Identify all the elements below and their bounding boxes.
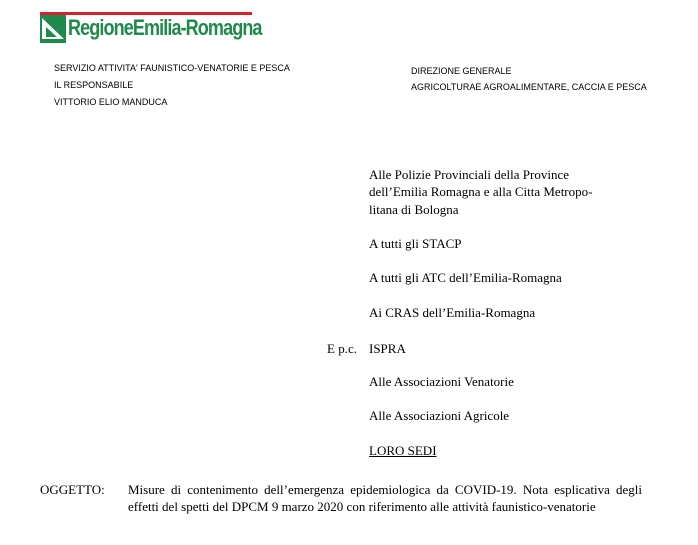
recipient-cras: Ai CRAS dell’Emilia-Romagna bbox=[369, 305, 536, 320]
service-name: SERVIZIO ATTIVITA' FAUNISTICO-VENATORIE E PESCA bbox=[54, 63, 290, 73]
recipient-atc: A tutti gli ATC dell’Emilia-Romagna bbox=[369, 270, 562, 285]
role-label: IL RESPONSABILE bbox=[54, 80, 134, 90]
recipient-line-1: Alle Polizie Provinciali della Province bbox=[369, 167, 570, 182]
recipient-agricole: Alle Associazioni Agricole bbox=[369, 408, 510, 423]
epc-label: E p.c. bbox=[327, 341, 357, 356]
loro-sedi: LORO SEDI bbox=[369, 443, 437, 458]
recipient-stacp: A tutti gli STACP bbox=[369, 236, 462, 251]
recipient-ispra: ISPRA bbox=[369, 341, 406, 356]
recipient-line-2: dell’Emilia Romagna e alla Citta Metropo- bbox=[369, 184, 593, 199]
region-logo bbox=[40, 12, 262, 46]
flag-logo-icon bbox=[40, 15, 66, 43]
subject-label: OGGETTO: bbox=[40, 482, 105, 497]
responsible-name: VITTORIO ELIO MANDUCA bbox=[54, 97, 168, 107]
department-name: AGRICOLTURAE AGROALIMENTARE, CACCIA E PESCA bbox=[411, 82, 647, 92]
subject-text: Misure di contenimento dell’emergenza epidemiologica da COVID-19. Nota esplicativa degli effetti del spetti del DPCM 9 marzo 2020 con riferimento alle attività faunistico-venatorie bbox=[128, 482, 642, 514]
direction-name: DIREZIONE GENERALE bbox=[411, 66, 512, 76]
logo-text: RegioneEmilia-Romagna bbox=[68, 15, 262, 40]
recipient-venatorie: Alle Associazioni Venatorie bbox=[369, 374, 514, 389]
recipient-line-3: litana di Bologna bbox=[369, 202, 459, 217]
